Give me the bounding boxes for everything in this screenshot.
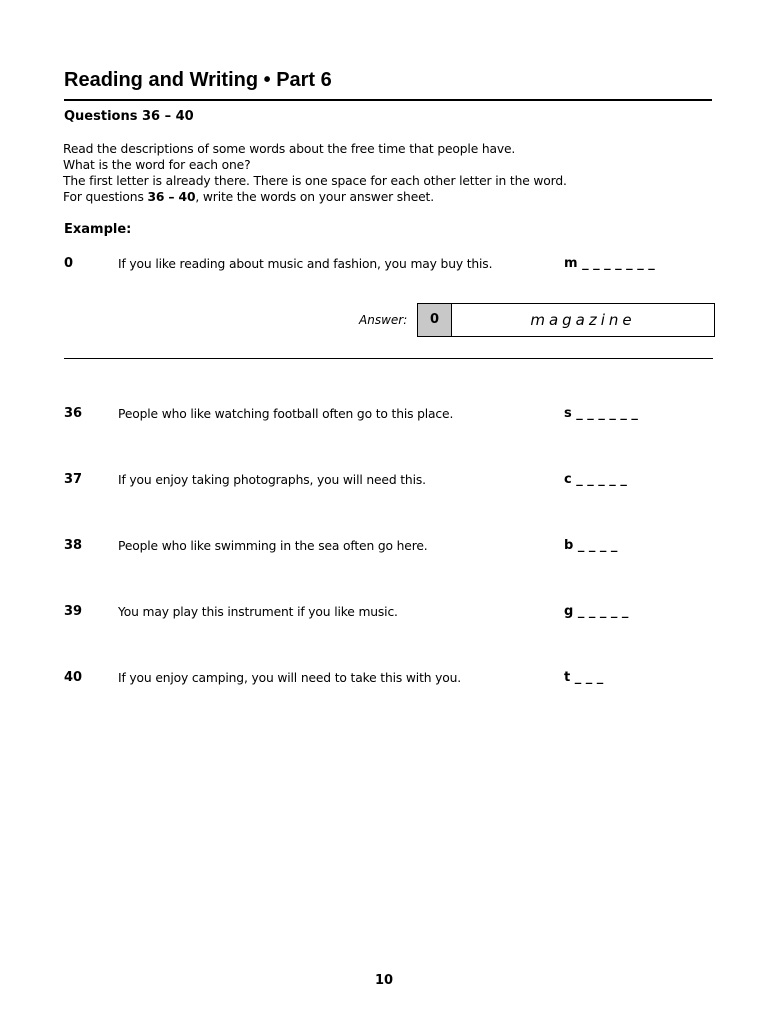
example-row (64, 255, 704, 275)
question-text: If you enjoy taking photographs, you will need this. (118, 473, 426, 487)
question-hint: t _ _ _ (564, 670, 604, 685)
title-rule (64, 99, 712, 101)
question-hint: c _ _ _ _ _ (564, 472, 627, 487)
question-row (64, 603, 704, 623)
example-text: If you like reading about music and fashion, you may buy this. (118, 257, 493, 271)
answer-sheet-instruction (63, 189, 567, 205)
answer-word: magazine (530, 311, 636, 329)
question-number: 38 (64, 538, 83, 553)
question-number: 39 (64, 604, 83, 619)
answer-label: Answer: (359, 313, 408, 327)
question-text: You may play this instrument if you like music. (118, 605, 398, 619)
section-divider (64, 358, 713, 359)
question-text: If you enjoy camping, you will need to take this with you. (118, 671, 462, 685)
instruction-line: What is the word for each one? (63, 158, 251, 172)
answer-sheet-range: 36 – 40 (147, 190, 196, 204)
page-number: 10 (374, 973, 394, 988)
question-hint: b _ _ _ _ (564, 538, 618, 553)
questions-range: Questions 36 – 40 (64, 109, 194, 124)
question-number: 37 (64, 472, 83, 487)
answer-sheet-prefix: For questions (63, 190, 148, 204)
question-row (64, 405, 704, 425)
question-text: People who like watching football often go to this place. (118, 407, 454, 421)
question-number: 40 (64, 670, 83, 685)
instruction-line: The first letter is already there. There is one space for each other letter in the word. (63, 174, 567, 188)
answer-sheet-suffix: , write the words on your answer sheet. (195, 190, 434, 204)
question-row (64, 669, 704, 689)
example-label: Example: (64, 222, 132, 237)
example-number: 0 (64, 256, 74, 271)
question-number: 36 (64, 406, 83, 421)
answer-number: 0 (418, 304, 452, 336)
page-title: Reading and Writing • Part 6 (64, 69, 332, 91)
question-hint: s _ _ _ _ _ _ (564, 406, 638, 421)
question-row (64, 471, 704, 491)
answer-box (417, 303, 715, 337)
instruction-line: Read the descriptions of some words about the free time that people have. (63, 142, 516, 156)
example-hint: m _ _ _ _ _ _ _ (564, 256, 655, 271)
instructions (63, 141, 567, 205)
question-text: People who like swimming in the sea often go here. (118, 539, 428, 553)
question-row (64, 537, 704, 557)
question-hint: g _ _ _ _ _ (564, 604, 629, 619)
